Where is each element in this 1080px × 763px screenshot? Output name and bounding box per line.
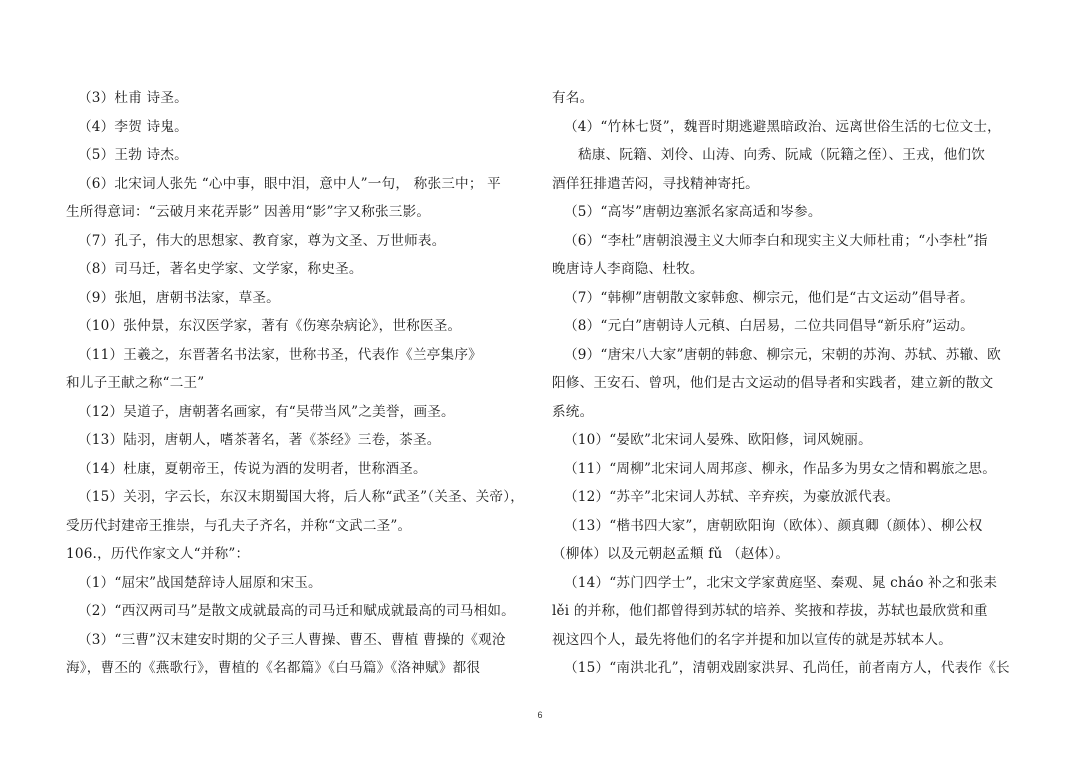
text-line: （12）吴道子，唐朝著名画家，有“吴带当风”之美誉，画圣。 xyxy=(78,403,455,420)
text-line: 受历代封建帝王推崇，与孔夫子齐名，并称“文武二圣”。 xyxy=(66,517,412,534)
text-line: （15）关羽，字云长，东汉末期蜀国大将，后人称“武圣”（关圣、关帝）， xyxy=(78,489,525,505)
text-line: 有名。 xyxy=(552,90,594,106)
text-line: （3）杜甫 诗圣。 xyxy=(78,90,188,106)
text-line: 生所得意词：“云破月来花弄影” 因善用“影”字又称张三影。 xyxy=(66,204,431,220)
text-line: （14）“苏门四学士”，北宋文学家黄庭坚、秦观、晁 cháo 补之和张耒 xyxy=(564,574,998,591)
text-line: （7）“韩柳”唐朝散文家韩愈、柳宗元，他们是“古文运动”倡导者。 xyxy=(564,289,974,306)
left-column xyxy=(66,84,542,683)
text-line: （1）“屈宋”战国楚辞诗人屈原和宋玉。 xyxy=(78,574,322,591)
text-line: （5）王勃 诗杰。 xyxy=(78,147,188,163)
text-line: （2）“西汉两司马”是散文成就最高的司马迁和赋成就最高的司马相如。 xyxy=(78,603,515,619)
text-line: 嵇康、阮籍、刘伶、山涛、向秀、阮咸（阮籍之侄）、王戎，他们饮 xyxy=(578,147,986,163)
text-line: （8）“元白”唐朝诗人元稹、白居易，二位共同倡导“新乐府”运动。 xyxy=(564,318,974,334)
text-line: （10）张仲景，东汉医学家，著有《伤寒杂病论》，世称医圣。 xyxy=(78,318,462,334)
text-line: （13）“楷书四大家”，唐朝欧阳询（欧体）、颜真卿（颜体）、柳公权 xyxy=(564,517,983,534)
text-line: 系统。 xyxy=(552,403,594,420)
text-line: （柳体）以及元朝赵孟頫 fǔ （赵体）。 xyxy=(552,546,790,562)
text-line: （11）王羲之，东晋著名书法家，世称书圣，代表作《兰亭集序》 xyxy=(78,346,482,363)
text-line: （6）北宋词人张先 “心中事，眼中泪，意中人”一句， 称张三中； 平 xyxy=(78,175,501,192)
section-heading: 106.，历代作家文人“并称”： xyxy=(66,546,250,562)
text-line: lěi 的并称，他们都曾得到苏轼的培养、奖掖和荐拔，苏轼也最欣赏和重 xyxy=(552,603,988,619)
text-line: 和儿子王献之称“二王” xyxy=(66,375,205,391)
page-number: 6 xyxy=(537,710,543,720)
text-line: （4）李贺 诗鬼。 xyxy=(78,118,188,135)
right-column xyxy=(552,84,1028,683)
text-line: （8）司马迁，著名史学家、文学家，称史圣。 xyxy=(78,261,363,277)
text-line: （13）陆羽，唐朝人，嗜茶著名，著《茶经》三卷，茶圣。 xyxy=(78,432,441,448)
text-line: （7）孔子，伟大的思想家、教育家，尊为文圣、万世师表。 xyxy=(78,232,446,249)
text-line: 酒佯狂排遣苦闷，寻找精神寄托。 xyxy=(552,175,759,192)
text-line: 视这四个人，最先将他们的名字并提和加以宣传的就是苏轼本人。 xyxy=(552,631,953,648)
text-line: （4）“竹林七贤”，魏晋时期逃避黑暗政治、远离世俗生活的七位文士， xyxy=(564,118,1001,135)
text-line: （14）杜康，夏朝帝王，传说为酒的发明者，世称酒圣。 xyxy=(78,460,427,477)
text-line: （9）张旭，唐朝书法家，草圣。 xyxy=(78,289,280,306)
text-line: （3）“三曹”汉末建安时期的父子三人曹操、曹丕、曹植 曹操的《观沧 xyxy=(78,631,506,648)
text-line: （10）“晏欧”北宋词人晏殊、欧阳修，词风婉丽。 xyxy=(564,432,872,448)
text-line: （15）“南洪北孔”，清朝戏剧家洪昇、孔尚任，前者南方人，代表作《长 xyxy=(564,660,1010,676)
text-line: （9）“唐宋八大家”唐朝的韩愈、柳宗元，宋朝的苏洵、苏轼、苏辙、欧 xyxy=(564,346,1001,363)
text-line: （11）“周柳”北宋词人周邦彦、柳永，作品多为男女之情和羁旅之思。 xyxy=(564,460,997,477)
text-line: 海》，曹丕的《燕歌行》，曹植的《名都篇》《白马篇》《洛神赋》都很 xyxy=(66,660,481,676)
text-line: （6）“李杜”唐朝浪漫主义大师李白和现实主义大师杜甫；“小李杜”指 xyxy=(564,232,988,249)
text-line: 晚唐诗人李商隐、杜牧。 xyxy=(552,261,704,277)
text-line: 阳修、王安石、曾巩，他们是古文运动的倡导者和实践者，建立新的散文 xyxy=(552,375,994,391)
text-line: （12）“苏辛”北宋词人苏轼、辛弃疾，为豪放派代表。 xyxy=(564,489,900,505)
text-line: （5）“高岑”唐朝边塞派名家高适和岑参。 xyxy=(564,204,822,220)
